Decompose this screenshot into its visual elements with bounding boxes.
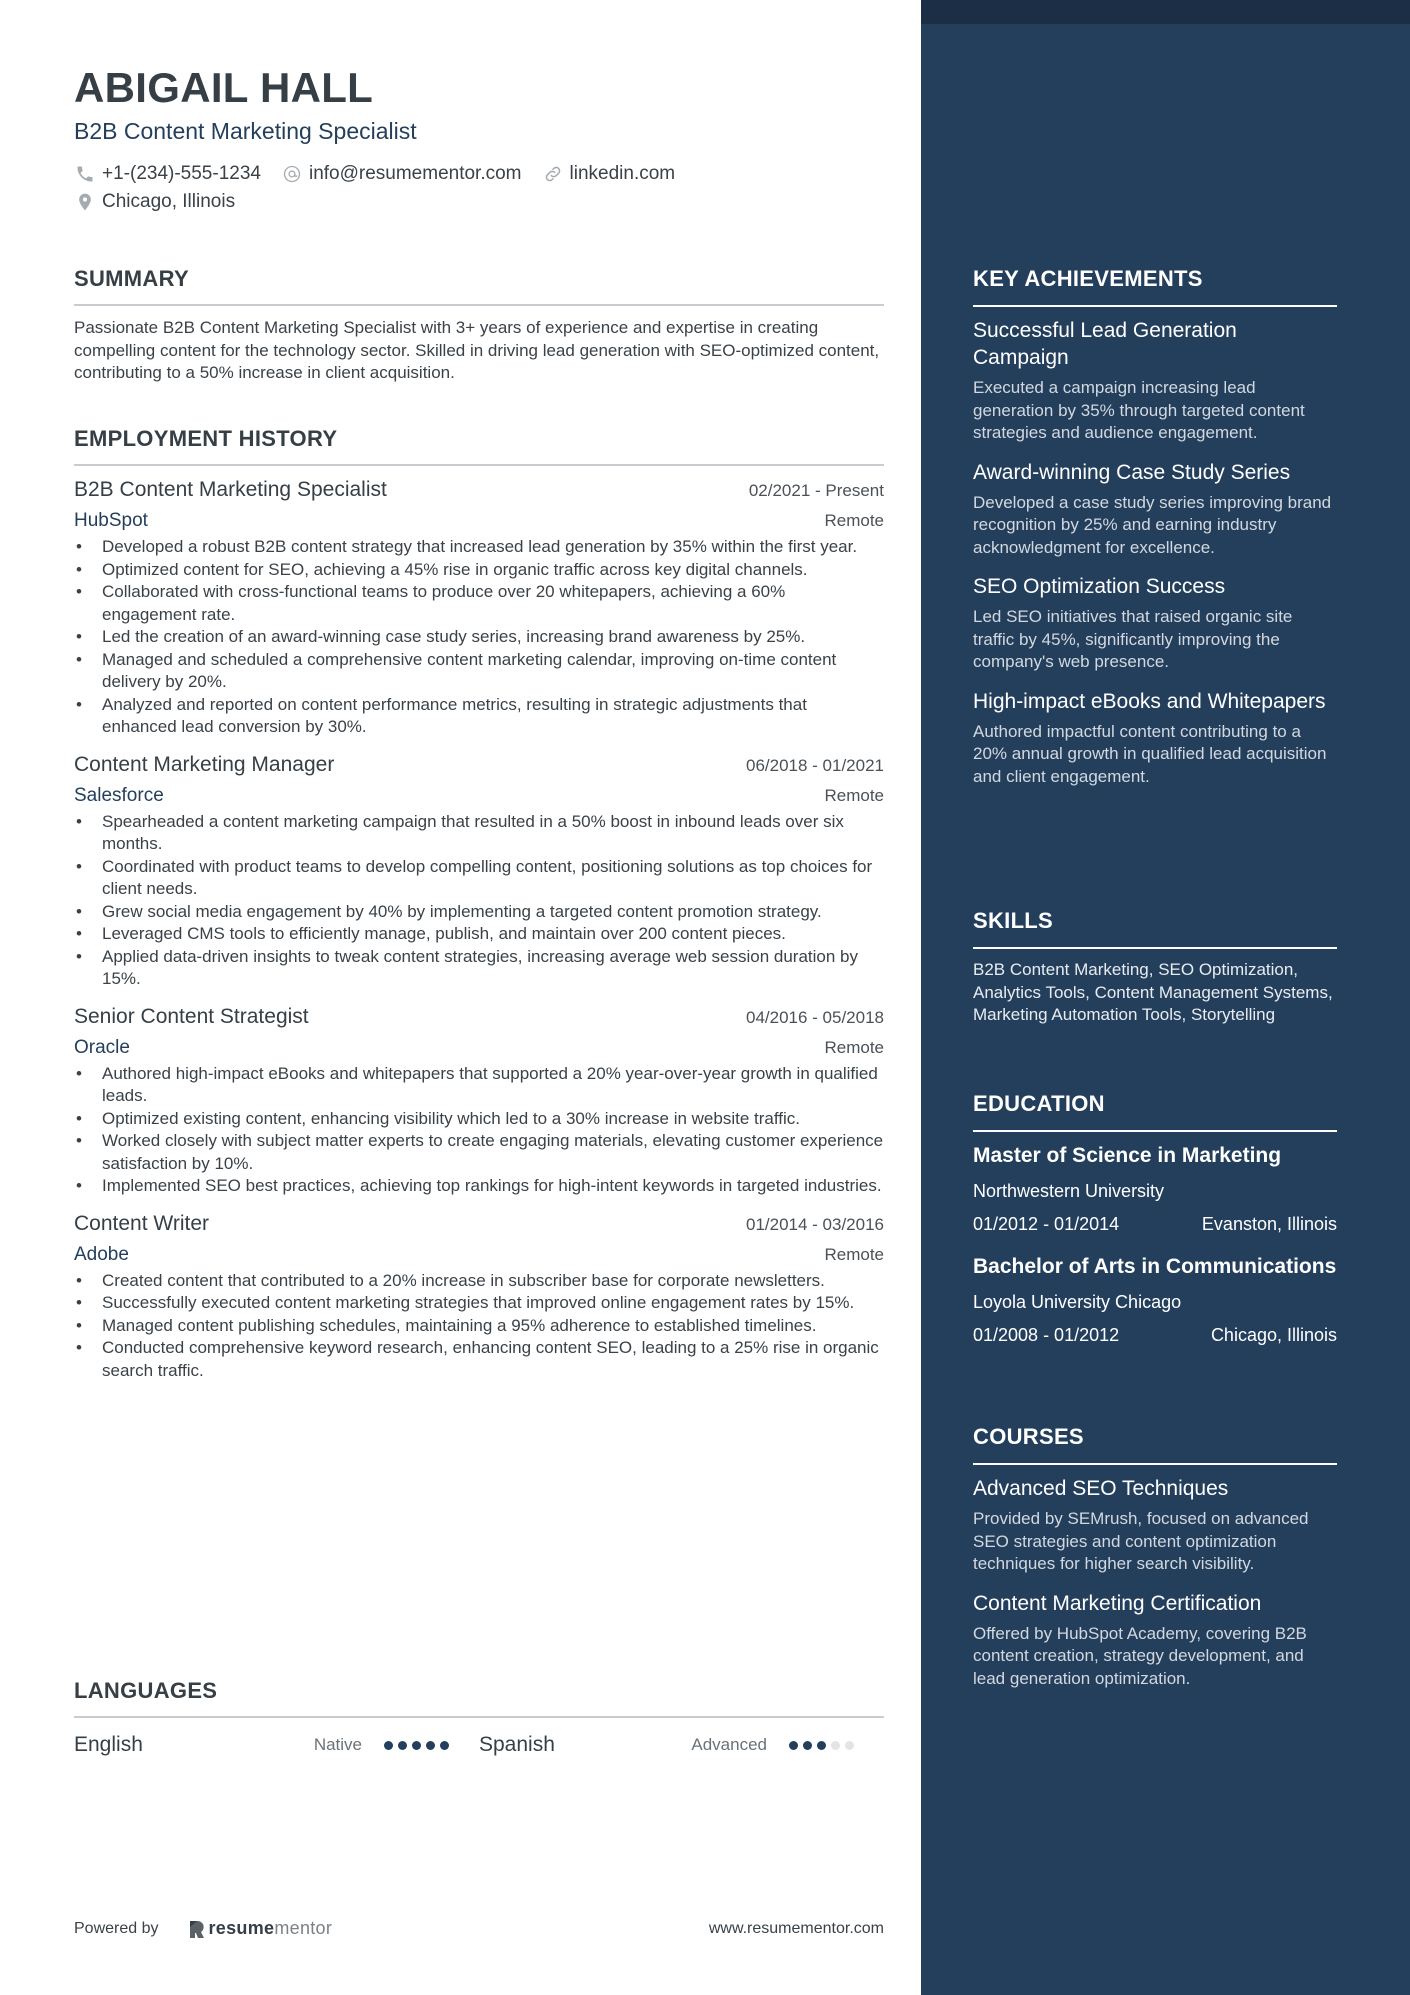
dot-empty-icon: [845, 1741, 854, 1750]
job-bullet: • Authored high-impact eBooks and whitepapers that supported a 20% year-over-year growth in qualified leads.: [74, 1063, 884, 1108]
location-text: Chicago, Illinois: [102, 191, 236, 212]
job-bullet: • Applied data-driven insights to tweak content strategies, increasing average web session duration by 15%.: [74, 946, 884, 991]
link-icon: [542, 163, 564, 185]
job-dates: 06/2018 - 01/2021: [745, 755, 884, 775]
language-item: [479, 1733, 884, 1757]
language-item: [74, 1733, 479, 1757]
job-bullet: • Managed and scheduled a comprehensive content marketing calendar, improving on-time content delivery by 20%.: [74, 649, 884, 694]
dot-filled-icon: [440, 1741, 449, 1750]
job-bullet: • Led the creation of an award-winning case study series, increasing brand awareness by 25%.: [74, 626, 884, 649]
course-desc: Offered by HubSpot Academy, covering B2B content creation, strategy development, and lead generation optimization.: [973, 1623, 1307, 1688]
brand-name-light: mentor: [274, 1918, 333, 1938]
at-sign-icon: [281, 163, 303, 185]
job-entry: [74, 753, 884, 991]
course-title: Advanced SEO Techniques: [973, 1477, 1229, 1500]
dot-filled-icon: [412, 1741, 421, 1750]
resumementor-logo-icon: [189, 1919, 205, 1939]
achievement-title: High-impact eBooks and Whitepapers: [973, 689, 1326, 713]
course-item: [973, 1475, 1337, 1576]
contact-phone: [74, 163, 261, 185]
contact-location: [74, 191, 235, 213]
linkedin-link[interactable]: linkedin.com: [569, 163, 676, 184]
email-address[interactable]: info@resumementor.com: [308, 163, 522, 184]
job-bullet: • Worked closely with subject matter experts to create engaging materials, elevating customer experience satisfaction by 10%.: [74, 1130, 884, 1175]
edu-degree: Master of Science in Marketing: [973, 1144, 1282, 1167]
course-desc: Provided by SEMrush, focused on advanced SEO strategies and content optimization techniques for higher search visibility.: [973, 1509, 1309, 1573]
job-entry: [74, 478, 884, 739]
job-company: HubSpot: [74, 510, 148, 531]
job-bullet: • Grew social media engagement by 40% by implementing a targeted content promotion strategy.: [74, 901, 884, 924]
divider: [973, 1463, 1337, 1465]
achievement-desc: Led SEO initiatives that raised organic site traffic by 45%, significantly improving the company's web presence.: [973, 607, 1293, 671]
job-bullets: [74, 811, 884, 991]
dot-filled-icon: [426, 1741, 435, 1750]
job-entry: [74, 1005, 884, 1198]
job-bullet: • Leveraged CMS tools to efficiently manage, publish, and maintain over 200 content pieces.: [74, 923, 884, 946]
sidebar: [921, 0, 1410, 1995]
job-bullet: • Developed a robust B2B content strategy that increased lead generation by 35% within the first year.: [74, 536, 884, 559]
job-bullets: [74, 1063, 884, 1198]
edu-degree: Bachelor of Arts in Communications: [973, 1255, 1337, 1278]
job-bullet: • Collaborated with cross-functional teams to produce over 20 whitepapers, achieving a 60% engagement rate.: [74, 581, 884, 626]
phone-icon: [74, 163, 96, 185]
edu-school: Loyola University Chicago: [973, 1292, 1182, 1312]
job-title: B2B Content Marketing Specialist: [74, 478, 387, 501]
skills-section: [973, 908, 1337, 1027]
job-bullet: • Created content that contributed to a 20% increase in subscriber base for corporate newsletters.: [74, 1270, 884, 1293]
languages-heading: LANGUAGES: [74, 1678, 218, 1703]
education-heading: EDUCATION: [973, 1091, 1105, 1116]
achievement-desc: Developed a case study series improving brand recognition by 25% and earning industry acknowledgment for excellence.: [973, 492, 1332, 557]
website-link[interactable]: www.resumementor.com: [708, 1919, 884, 1937]
achievement-desc: Executed a campaign increasing lead generation by 35% through targeted content strategies and audience engagement.: [973, 378, 1305, 442]
achievement-item: [973, 573, 1337, 674]
language-level: Native: [313, 1735, 362, 1754]
edu-school: Northwestern University: [973, 1181, 1165, 1201]
job-bullet: • Coordinated with product teams to develop compelling content, positioning solutions as top choices for client needs.: [74, 856, 884, 901]
edu-dates: 01/2012 - 01/2014: [973, 1214, 1120, 1234]
job-location: Remote: [824, 1037, 884, 1057]
dot-filled-icon: [384, 1741, 393, 1750]
employment-heading: EMPLOYMENT HISTORY: [74, 426, 338, 451]
achievement-title: Award-winning Case Study Series: [973, 460, 1291, 484]
job-bullet: • Optimized content for SEO, achieving a 45% rise in organic traffic across key digital channels.: [74, 559, 884, 582]
contact-linkedin[interactable]: [542, 163, 676, 185]
dot-filled-icon: [817, 1741, 826, 1750]
job-company: Adobe: [74, 1243, 129, 1265]
divider: [973, 305, 1337, 307]
divider: [74, 304, 884, 306]
summary-heading: SUMMARY: [74, 266, 189, 291]
job-bullet: • Analyzed and reported on content performance metrics, resulting in strategic adjustments that enhanced lead conversion by 30%.: [74, 694, 884, 739]
language-name: Spanish: [479, 1733, 555, 1756]
job-bullet: • Spearheaded a content marketing campaign that resulted in a 50% boost in inbound leads over six months.: [74, 811, 884, 856]
footer: [74, 1918, 884, 1939]
proficiency-dots: [789, 1741, 854, 1750]
powered-by-label: Powered by: [74, 1919, 159, 1937]
candidate-title: B2B Content Marketing Specialist: [74, 118, 417, 144]
job-bullet: • Managed content publishing schedules, maintaining a 95% adherence to established timelines.: [74, 1315, 884, 1338]
job-dates: 02/2021 - Present: [748, 481, 884, 500]
job-bullets: [74, 1270, 884, 1383]
brand-name-bold: resume: [208, 1918, 275, 1938]
job-title: Senior Content Strategist: [74, 1004, 309, 1028]
job-dates: 04/2016 - 05/2018: [745, 1007, 884, 1027]
summary-section: [74, 266, 884, 385]
sidebar-top-band: [921, 0, 1410, 24]
dot-filled-icon: [803, 1741, 812, 1750]
achievements-heading: KEY ACHIEVEMENTS: [973, 266, 1203, 291]
skills-heading: SKILLS: [973, 908, 1054, 933]
job-bullet: • Conducted comprehensive keyword research, enhancing content SEO, leading to a 25% rise in organic search traffic.: [74, 1337, 884, 1382]
contact-info: [74, 160, 884, 216]
achievement-title: Successful Lead Generation Campaign: [973, 319, 1237, 369]
summary-text: Passionate B2B Content Marketing Specialist with 3+ years of experience and expertise in creating compelling content for the technology sector. Skilled in driving lead generation with SEO-optimized content, contributing to a 50% increase in client acquisition.: [74, 318, 880, 382]
job-dates: 01/2014 - 03/2016: [745, 1214, 884, 1234]
divider: [74, 1716, 884, 1718]
achievement-item: [973, 459, 1337, 560]
job-bullet: • Successfully executed content marketing strategies that improved online engagement rates by 15%.: [74, 1292, 884, 1315]
edu-location: Evanston, Illinois: [1201, 1214, 1337, 1234]
achievement-title: SEO Optimization Success: [973, 575, 1226, 598]
employment-section: [74, 426, 884, 1382]
courses-section: [973, 1424, 1337, 1704]
job-location: Remote: [824, 511, 884, 530]
education-section: [973, 1091, 1337, 1364]
education-item: [973, 1142, 1337, 1235]
job-location: Remote: [824, 1244, 884, 1264]
divider: [973, 947, 1337, 949]
divider: [74, 464, 884, 466]
proficiency-dots: [384, 1741, 449, 1750]
job-bullets: [74, 536, 884, 739]
dot-filled-icon: [398, 1741, 407, 1750]
achievement-item: [973, 317, 1337, 445]
education-item: [973, 1253, 1337, 1346]
job-bullet: • Optimized existing content, enhancing visibility which led to a 30% increase in website traffic.: [74, 1108, 884, 1131]
dot-filled-icon: [789, 1741, 798, 1750]
skills-list: B2B Content Marketing, SEO Optimization, Analytics Tools, Content Management Systems, Marketing Automation Tools, Storytelling: [973, 960, 1333, 1024]
divider: [973, 1130, 1337, 1132]
edu-dates: 01/2008 - 01/2012: [973, 1325, 1120, 1345]
achievements-section: [973, 266, 1337, 802]
language-level: Advanced: [691, 1735, 767, 1754]
course-title: Content Marketing Certification: [973, 1591, 1262, 1615]
job-company: Salesforce: [74, 784, 164, 806]
candidate-name: ABIGAIL HALL: [74, 64, 374, 111]
job-bullet: • Implemented SEO best practices, achieving top rankings for high-intent keywords in targeted industries.: [74, 1175, 884, 1198]
language-name: English: [74, 1733, 143, 1756]
languages-section: [74, 1678, 884, 1760]
course-item: [973, 1590, 1337, 1691]
achievement-item: [973, 688, 1337, 789]
location-pin-icon: [74, 191, 96, 213]
courses-heading: COURSES: [973, 1424, 1084, 1449]
job-company: Oracle: [74, 1036, 130, 1058]
dot-empty-icon: [831, 1741, 840, 1750]
job-location: Remote: [824, 785, 884, 805]
brand-logo[interactable]: [189, 1918, 333, 1939]
phone-number: +1-(234)-555-1234: [102, 163, 261, 184]
job-title: Content Writer: [74, 1211, 209, 1235]
edu-location: Chicago, Illinois: [1210, 1325, 1337, 1345]
contact-email[interactable]: [281, 163, 522, 185]
job-title: Content Marketing Manager: [74, 752, 335, 776]
achievement-desc: Authored impactful content contributing to a 20% annual growth in qualified lead acquisition and client engagement.: [973, 721, 1327, 786]
job-entry: [74, 1212, 884, 1383]
